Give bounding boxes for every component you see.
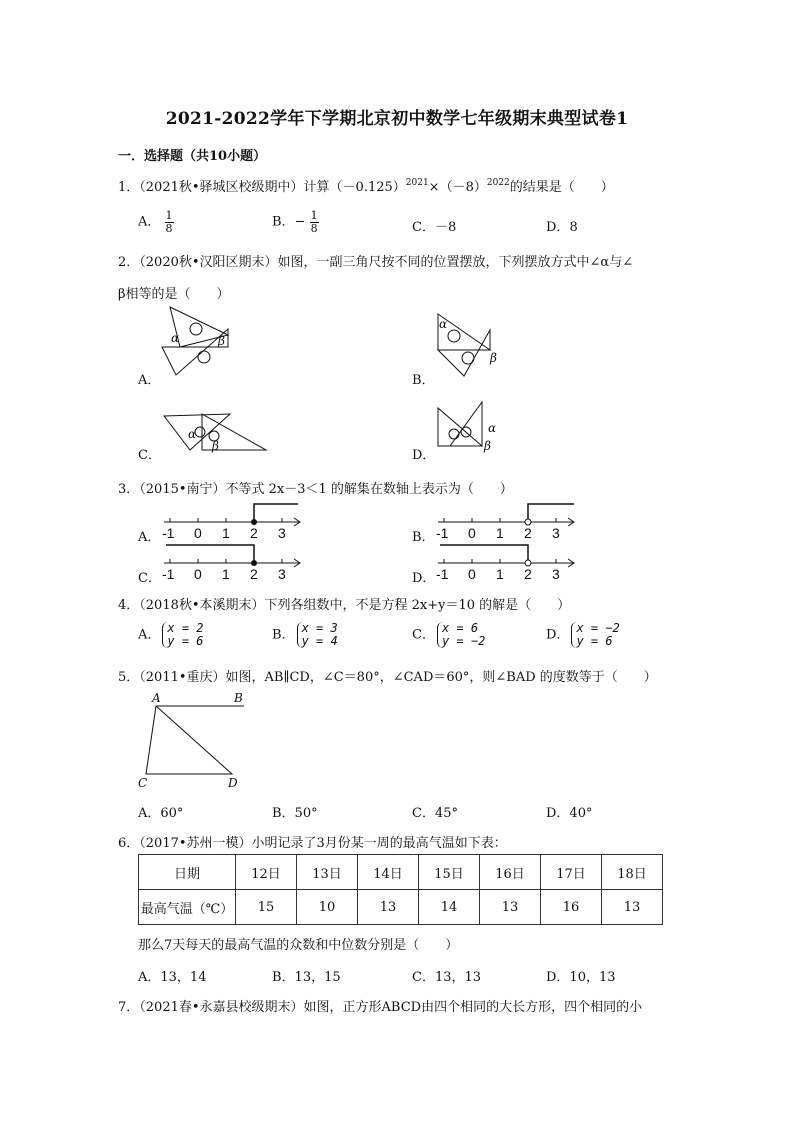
q1-text-a: 计算（－0.125） (303, 180, 406, 195)
temperature-table (138, 854, 663, 925)
question-2-line-2: β相等的是（ ） (118, 287, 230, 302)
q4-option-b[interactable] (272, 622, 338, 648)
table-cell: 16日 (480, 855, 541, 890)
equation-system (297, 622, 338, 648)
q4-option-a[interactable] (138, 622, 204, 648)
q5-figure (134, 692, 258, 790)
q2-figure-d (436, 400, 500, 453)
equation-line: x = −2 (576, 621, 620, 635)
q2-option-c-label[interactable]: C． (138, 448, 161, 463)
table-cell: 13日 (297, 855, 358, 890)
question-5: 5．（2011•重庆）如图，AB∥CD，∠C＝80°，∠CAD＝60°，则∠BAD 的度数等于（ ） (118, 670, 657, 685)
tick-label: 2 (524, 525, 532, 541)
equation-line: y = 6 (167, 634, 204, 648)
table-cell: 17日 (541, 855, 602, 890)
option-value: －8 (434, 220, 457, 235)
tick-label: 2 (524, 566, 532, 582)
tick-label: 0 (468, 566, 476, 582)
tick-label: -1 (162, 525, 175, 541)
table-row (139, 855, 663, 890)
table-cell: 14日 (358, 855, 419, 890)
q6-option-a[interactable]: A．13，14 (138, 970, 207, 985)
q2-figure-a (158, 305, 238, 377)
q2-figure-b (434, 310, 504, 380)
equation-line: y = −2 (441, 634, 486, 648)
denominator: 8 (310, 221, 318, 235)
equation-line: x = 2 (167, 621, 204, 635)
tick-label: 3 (278, 525, 286, 541)
table-cell: 13 (358, 890, 419, 925)
q4-option-d[interactable] (546, 622, 620, 648)
option-label: B． (272, 214, 295, 230)
q6-option-b[interactable]: B．13，15 (272, 970, 341, 985)
q2-option-a-label[interactable]: A． (138, 373, 161, 388)
table-cell: 日期 (139, 855, 236, 890)
q6-followup: 那么7天每天的最高气温的众数和中位数分别是（ ） (138, 938, 459, 953)
q1-option-b[interactable] (272, 210, 319, 234)
tick-label: 1 (222, 566, 230, 582)
question-3: 3．（2015•南宁）不等式 2x－3＜1 的解集在数轴上表示为（ ） (118, 482, 513, 497)
numerator: 1 (310, 209, 318, 222)
table-cell: 15日 (419, 855, 480, 890)
q6-option-d[interactable]: D．10，13 (546, 970, 616, 985)
table-cell: 10 (297, 890, 358, 925)
q5-option-d[interactable]: D．40° (546, 806, 593, 821)
q1-option-c[interactable] (412, 216, 456, 235)
option-label: C． (412, 220, 435, 235)
point-b-label: B (234, 691, 243, 705)
tick-label: 3 (552, 525, 560, 541)
q3-numberline-d (434, 541, 584, 581)
option-label: C． (412, 627, 435, 643)
q3-option-b-label[interactable]: B． (412, 530, 435, 545)
section-heading: 一．选择题（共10小题） (118, 149, 267, 164)
tick-label: 1 (496, 566, 504, 582)
question-7: 7．（2021春•永嘉县校级期末）如图，正方形ABCD由四个相同的大长方形，四个相同的小 (118, 1000, 643, 1015)
tick-label: 0 (194, 566, 202, 582)
minus-sign: − (294, 214, 306, 230)
q1-option-d[interactable] (546, 216, 578, 235)
tick-label: 3 (552, 566, 560, 582)
alpha-label: α (488, 421, 497, 435)
q3-numberline-c (160, 541, 310, 581)
q1-text-b: ×（－8） (428, 180, 487, 195)
beta-label: β (484, 439, 491, 453)
q2-option-d-label[interactable]: D． (412, 448, 436, 463)
q1-exponent-2: 2022 (486, 178, 510, 188)
q1-number: 1． (118, 180, 140, 195)
table-cell: 14 (419, 890, 480, 925)
page-title: 2021-2022学年下学期北京初中数学七年级期末典型试卷1 (165, 109, 629, 129)
alpha-label: α (188, 427, 197, 441)
tick-label: 3 (278, 566, 286, 582)
point-d-label: D (228, 776, 238, 790)
equation-system (437, 622, 485, 648)
table-cell: 16 (541, 890, 602, 925)
question-1 (118, 176, 614, 195)
beta-label: β (490, 351, 497, 365)
q2-option-b-label[interactable]: B． (412, 373, 435, 388)
q6-option-c[interactable]: C．13，13 (412, 970, 482, 985)
denominator: 8 (165, 221, 173, 235)
q1-option-a[interactable] (138, 210, 174, 234)
tick-label: -1 (162, 566, 175, 582)
table-cell: 13 (480, 890, 541, 925)
table-cell: 最高气温（℃） (139, 890, 236, 925)
table-cell: 18日 (602, 855, 663, 890)
q5-option-c[interactable]: C．45° (412, 806, 458, 821)
equation-line: x = 3 (301, 621, 338, 635)
tick-label: 1 (222, 525, 230, 541)
point-c-label: C (138, 776, 148, 790)
tick-label: -1 (436, 525, 449, 541)
fraction (165, 210, 174, 234)
option-value: 8 (569, 220, 578, 235)
question-6: 6．（2017•苏州一模）小明记录了3月份某一周的最高气温如下表： (118, 836, 507, 851)
question-2-line-1: 2．（2020秋•汉阳区期末）如图，一副三角尺按不同的位置摆放，下列摆放方式中∠α与∠ (118, 255, 634, 270)
equation-line: x = 6 (441, 621, 479, 635)
equation-system (571, 622, 619, 648)
option-label: B． (272, 627, 295, 643)
tick-label: 1 (496, 525, 504, 541)
question-4: 4．（2018秋•本溪期末）下列各组数中，不是方程 2x+y＝10 的解是（ ） (118, 598, 571, 613)
q2-figure-c (162, 412, 270, 454)
table-row (139, 890, 663, 925)
q1-source: （2021秋•驿城区校级期中） (139, 180, 304, 195)
q3-option-d-label[interactable]: D． (412, 571, 436, 586)
equation-system (162, 622, 203, 648)
point-a-label: A (152, 691, 161, 705)
alpha-label: α (439, 317, 448, 331)
tick-label: 0 (468, 525, 476, 541)
alpha-label: α (171, 331, 180, 345)
q3-numberline-b (434, 500, 584, 540)
option-label: D． (546, 220, 570, 235)
q1-text-c: 的结果是（ ） (509, 180, 614, 195)
table-cell: 12日 (236, 855, 297, 890)
q1-exponent-1: 2021 (405, 178, 429, 188)
tick-label: -1 (436, 566, 449, 582)
tick-label: 0 (194, 525, 202, 541)
beta-label: β (212, 439, 219, 453)
option-label: A． (138, 214, 161, 230)
q4-option-c[interactable] (412, 622, 485, 648)
option-label: A． (138, 627, 161, 643)
q5-option-a[interactable]: A．60° (138, 806, 184, 821)
numerator: 1 (165, 209, 173, 222)
fraction (310, 210, 319, 234)
tick-label: 2 (250, 525, 258, 541)
beta-label: β (218, 334, 225, 348)
equation-line: y = 4 (301, 634, 338, 648)
table-cell: 13 (602, 890, 663, 925)
q3-option-c-label[interactable]: C． (138, 571, 161, 586)
option-label: D． (546, 627, 570, 643)
q3-numberline-a (160, 500, 310, 540)
q5-option-b[interactable]: B．50° (272, 806, 318, 821)
tick-label: 2 (250, 566, 258, 582)
q3-option-a-label[interactable]: A． (138, 530, 161, 545)
equation-line: y = 6 (576, 634, 613, 648)
table-cell: 15 (236, 890, 297, 925)
